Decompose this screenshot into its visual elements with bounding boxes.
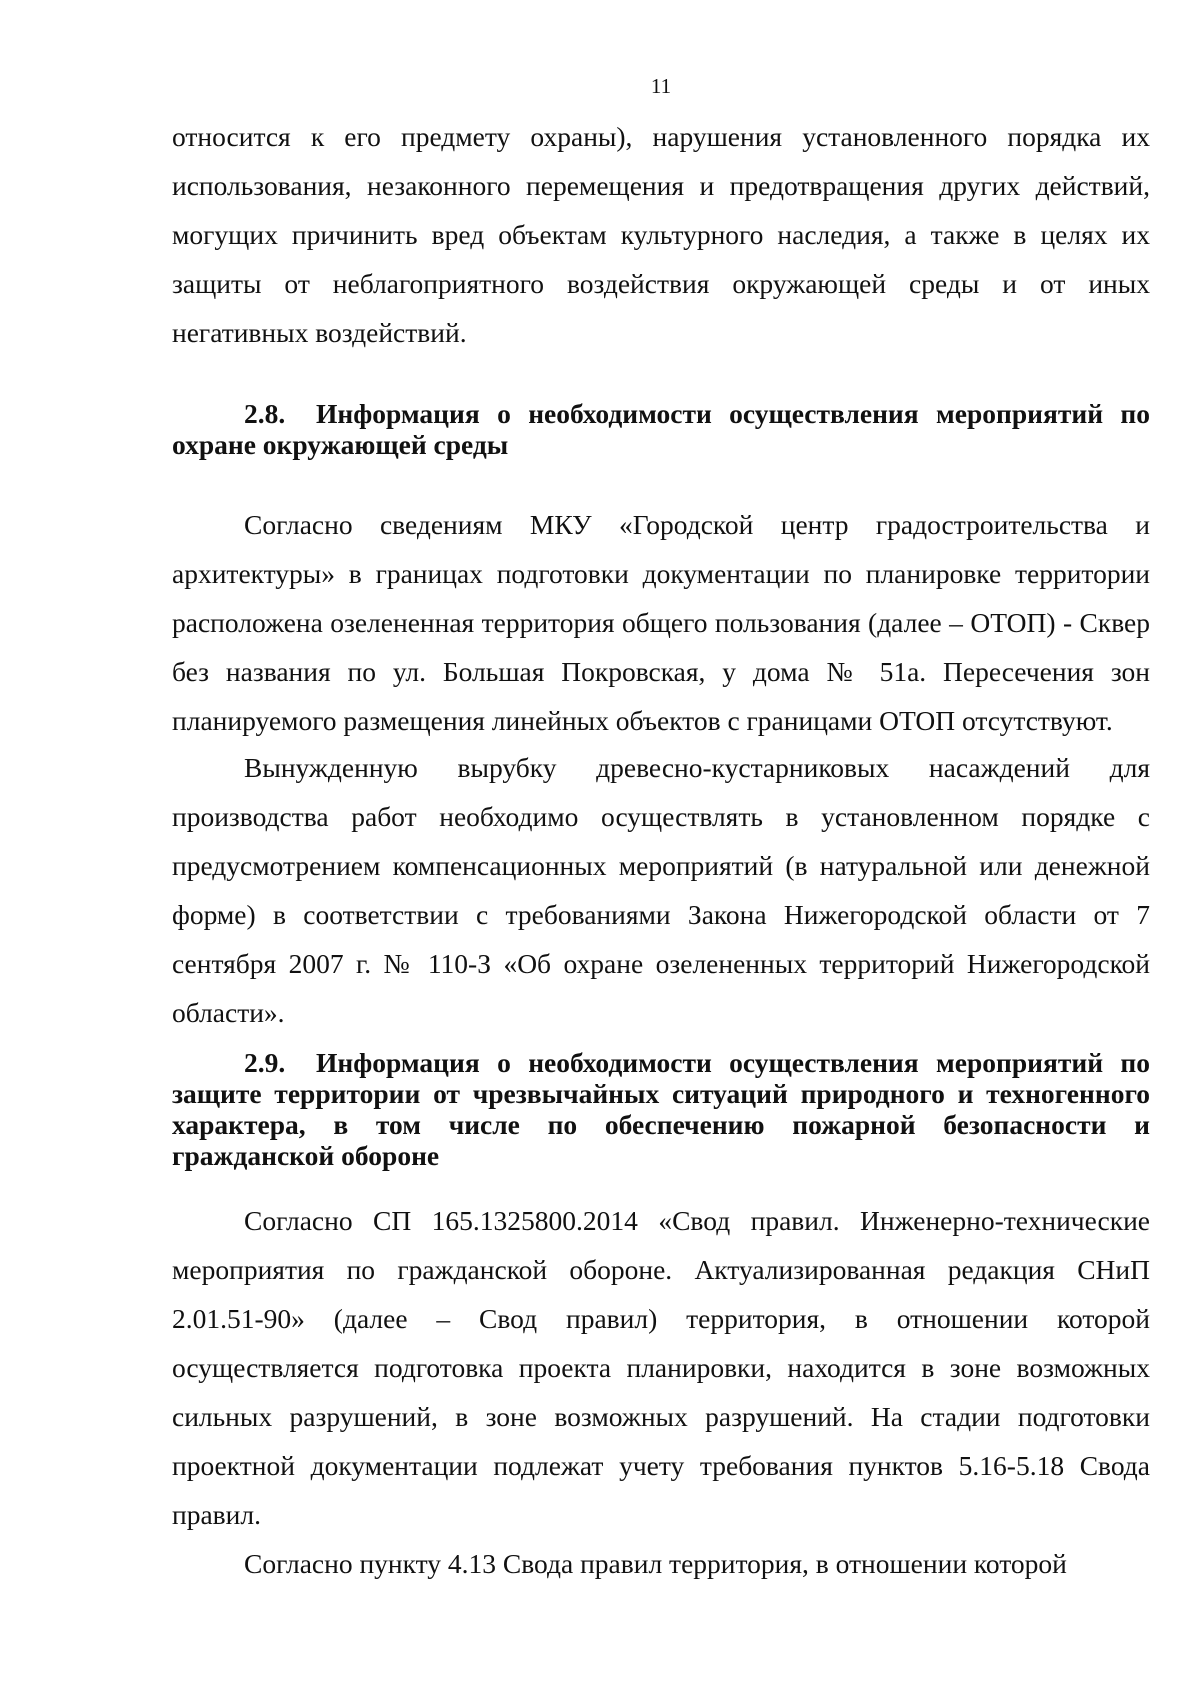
section-heading-2-8 bbox=[172, 398, 1150, 460]
section-title: Информация о необходимости осуществления мероприятий по охране окружающей среды bbox=[172, 398, 1150, 460]
paragraph-tree-cutting: Вынужденную вырубку древесно-кустарниковых насаждений для производства работ необходимо осуществлять в установленном порядке с предусмотрением компенсационных мероприятий (в натуральной или денежной форме) в соответствии с требованиями Закона Нижегородской области от 7 сентября 2007 г. № 110-З «Об охране озелененных территорий Нижегородской области». bbox=[172, 752, 1150, 1028]
paragraph-civil-defense: Согласно СП 165.1325800.2014 «Свод правил. Инженерно-технические мероприятия по гражданской обороне. Актуализированная редакция СНиП 2.01.51-90» (далее – Свод правил) территория, в отношении которой осуществляется подготовка проекта планировки, находится в зоне возможных сильных разрушений, в зоне возможных разрушений. На стадии подготовки проектной документации подлежат учету требования пунктов 5.16-5.18 Свода правил. bbox=[172, 1205, 1150, 1530]
section-number: 2.8. bbox=[244, 398, 286, 429]
paragraph-continuation: относится к его предмету охраны), нарушения установленного порядка их использования, незаконного перемещения и предотвращения других действий, могущих причинить вред объектам культурного наследия, а также в целях их защиты от неблагоприятного воздействия окружающей среды и от иных негативных воздействий. bbox=[172, 121, 1150, 348]
section-heading-2-9 bbox=[172, 1047, 1150, 1171]
page-number: 11 bbox=[650, 74, 672, 98]
paragraph-rules-4-13: Согласно пункту 4.13 Свода правил территория, в отношении которой bbox=[244, 1548, 1067, 1579]
section-title: Информация о необходимости осуществления мероприятий по защите территории от чрезвычайных ситуаций природного и техногенного характера, в том числе по обеспечению пожарной безопасности и гражданской обороне bbox=[172, 1047, 1150, 1171]
section-number: 2.9. bbox=[244, 1047, 286, 1078]
paragraph-otop: Согласно сведениям МКУ «Городской центр градостроительства и архитектуры» в границах подготовки документации по планировке территории расположена озелененная территория общего пользования (далее – ОТОП) - Сквер без названия по ул. Большая Покровская, у дома № 51а. Пересечения зон планируемого размещения линейных объектов с границами ОТОП отсутствуют. bbox=[172, 509, 1150, 736]
